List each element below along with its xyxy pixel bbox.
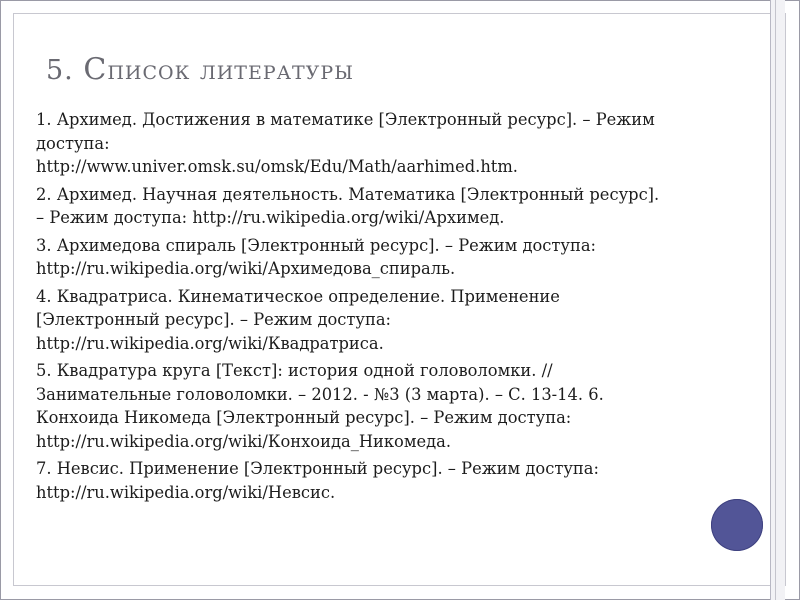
title-rest: писок литературы [107,55,354,86]
right-decorative-band [770,0,785,600]
reference-line: [Электронный ресурс]. – Режим доступа: [36,310,392,329]
reference-line: 2. Архимед. Научная деятельность. Математика [Электронный ресурс]. [36,184,660,204]
reference-line: Конхоида Никомеда [Электронный ресурс]. – Режим доступа: [36,408,572,427]
reference-item [36,108,748,179]
reference-item [36,234,748,281]
reference-item [36,285,748,356]
reference-link[interactable]: http://ru.wikipedia.org/wiki/Конхоида_Никомеда. [36,431,452,451]
reference-link[interactable]: http://ru.wikipedia.org/wiki/Невсис. [36,482,336,502]
reference-line: 1. Архимед. Достижения в математике [Электронный ресурс]. – Режим [36,110,655,129]
reference-link[interactable]: http://ru.wikipedia.org/wiki/Квадратриса. [36,333,384,353]
reference-link[interactable]: http://ru.wikipedia.org/wiki/Архимедова_спираль. [36,259,456,278]
reference-line: 4. Квадратриса. Кинематическое определение. Применение [36,286,560,306]
reference-line: доступа: [36,133,110,153]
reference-line: 3. Архимедова спираль [Электронный ресурс]. – Режим доступа: [36,235,597,255]
right-decorative-line [775,0,776,600]
reference-line: Занимательные головоломки. – 2012. - №3 (3 марта). – С. 13-14. 6. [36,384,604,404]
reference-link[interactable]: http://www.univer.omsk.su/omsk/Edu/Math/aarhimed.htm. [36,157,518,176]
reference-link[interactable]: – Режим доступа: http://ru.wikipedia.org/wiki/Архимед. [36,208,505,227]
title-number: 5. [46,55,74,86]
reference-line: 5. Квадратура круга [Текст]: история одной головоломки. // [36,361,553,380]
reference-item [36,183,748,230]
reference-item [36,359,748,453]
reference-line: 7. Невсис. Применение [Электронный ресурс]. – Режим доступа: [36,459,599,478]
title-first-letter: С [83,52,108,87]
reference-list [36,108,748,508]
decorative-circle [711,499,763,551]
reference-item [36,457,748,504]
slide-title [46,52,354,87]
